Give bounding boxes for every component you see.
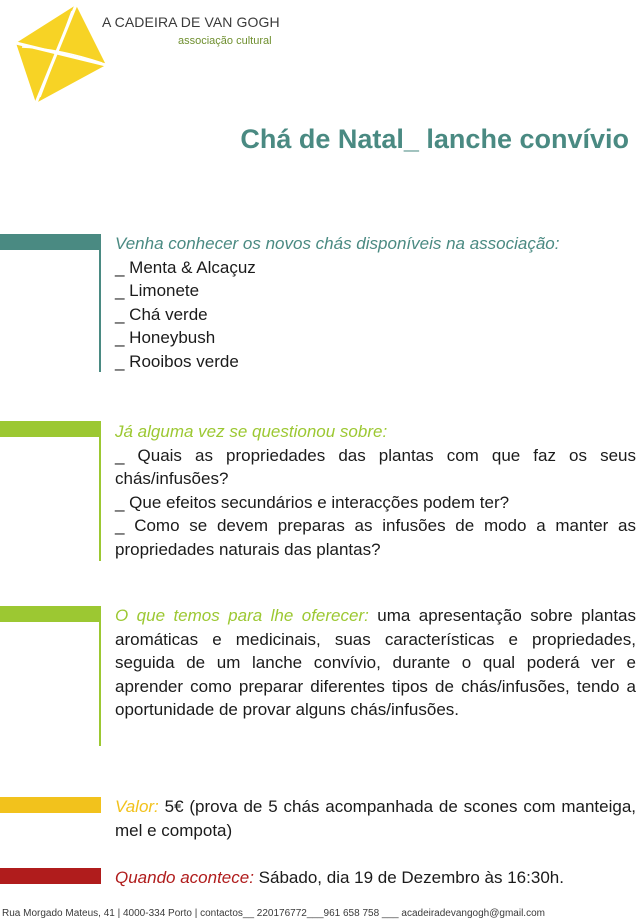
price-body: 5€ (prova de 5 chás acompanhada de scones com manteiga, mel e compota)	[115, 797, 636, 840]
section-price	[115, 795, 636, 842]
offer-body: uma apresentação sobre plantas aromáticas e medicinais, suas características e propriedades, seguida de um lanche convívio, durante o qual poderá ver e aprender como preparar diferentes tipos de chás/infusões, tendo a oportunidade de provar alguns chás/infusões.	[115, 606, 637, 719]
footer-contacts: Rua Morgado Mateus, 41 | 4000-334 Porto | contactos__ 220176772___961 658 758 ___ acadeiradevangogh@gmail.com	[2, 908, 545, 919]
section-line-lime	[99, 421, 101, 561]
price-lead: Valor:	[115, 797, 159, 816]
question-item: _ Que efeitos secundários e interacções podem ter?	[115, 492, 510, 512]
question-item: _ Como se devem preparas as infusões de modo a manter as propriedades naturais das plantas?	[115, 516, 636, 559]
section-bar-teal	[0, 234, 101, 250]
org-subtitle: associação cultural	[178, 35, 272, 47]
tea-item: _ Honeybush	[115, 328, 216, 347]
page-title: Chá de Natal_ lanche convívio	[240, 124, 629, 154]
offer-lead: O que temos para lhe oferecer:	[115, 606, 369, 625]
section-line-teal	[99, 234, 101, 372]
org-name: A CADEIRA DE VAN GOGH	[102, 14, 280, 30]
tea-item: _ Menta & Alcaçuz	[115, 257, 256, 277]
when-body: Sábado, dia 19 de Dezembro às 16:30h.	[253, 868, 564, 887]
section-bar-lime	[0, 421, 101, 437]
teas-lead: Venha conhecer os novos chás disponíveis na associação:	[115, 234, 560, 253]
chair-cross-logo	[14, 3, 108, 105]
tea-item: _ Limonete	[115, 281, 200, 300]
section-when	[115, 866, 636, 890]
section-questions	[115, 420, 636, 561]
section-teas	[115, 232, 636, 373]
section-offer	[115, 604, 636, 722]
tea-item: _ Chá verde	[115, 304, 208, 324]
tea-item: _ Rooibos verde	[115, 351, 239, 371]
question-item: _ Quais as propriedades das plantas com que faz os seus chás/infusões?	[115, 445, 636, 488]
questions-lead: Já alguma vez se questionou sobre:	[115, 422, 388, 441]
section-bar-yellow	[0, 797, 101, 813]
section-bar-lime-2	[0, 606, 101, 622]
section-line-lime-2	[99, 606, 101, 746]
section-bar-red	[0, 868, 101, 884]
when-lead: Quando acontece:	[115, 868, 254, 887]
